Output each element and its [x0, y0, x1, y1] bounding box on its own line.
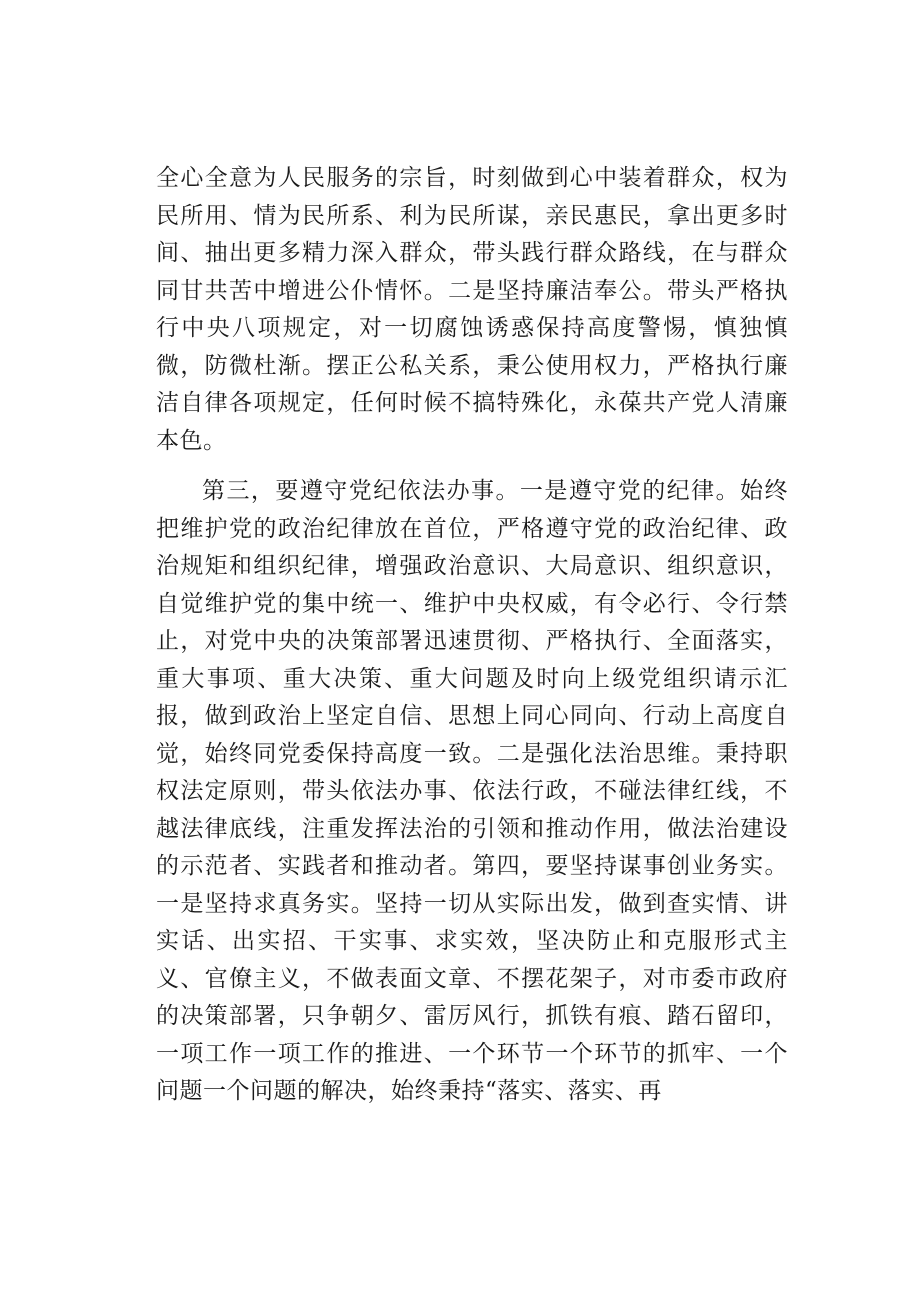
body-paragraph-1: 全心全意为人民服务的宗旨，时刻做到心中装着群众，权为民所用、情为民所系、利为民所谋，亲民惠民，拿出更多时间、抽出更多精力深入群众，带头践行群众路线，在与群众同甘共苦中增进公仆情怀。二是坚持廉洁奉公。带头严格执行中央八项规定，对一切腐蚀诱惑保持高度警惕，慎独慎微，防微杜渐。摆正公私关系，秉公使用权力，严格执行廉洁自律各项规定，任何时候不搞特殊化，永葆共产党人清廉本色。	[156, 165, 788, 454]
body-paragraph-2: 第三，要遵守党纪依法办事。一是遵守党的纪律。始终把维护党的政治纪律放在首位，严格遵守党的政治纪律、政治规矩和组织纪律，增强政治意识、大局意识、组织意识，自觉维护党的集中统一、维护中央权威，有令必行、令行禁止，对党中央的决策部署迅速贯彻、严格执行、全面落实，重大事项、重大决策、重大问题及时向上级党组织请示汇报，做到政治上坚定自信、思想上同心同向、行动上高度自觉，始终同党委保持高度一致。二是强化法治思维。秉持职权法定原则，带头依法办事、依法行政，不碰法律红线，不越法律底线，注重发挥法治的引领和推动作用，做法治建设的示范者、实践者和推动者。第四，要坚持谋事创业务实。一是坚持求真务实。坚持一切从实际出发，做到查实情、讲实话、出实招、干实事、求实效，坚决防止和克服形式主义、官僚主义，不做表面文章、不摆花架子，对市委市政府的决策部署，只争朝夕、雷厉风行，抓铁有痕、踏石留印，一项工作一项工作的推进、一个环节一个环节的抓牢、一个问题一个问题的解决，始终秉持“落实、落实、再	[156, 478, 788, 1104]
